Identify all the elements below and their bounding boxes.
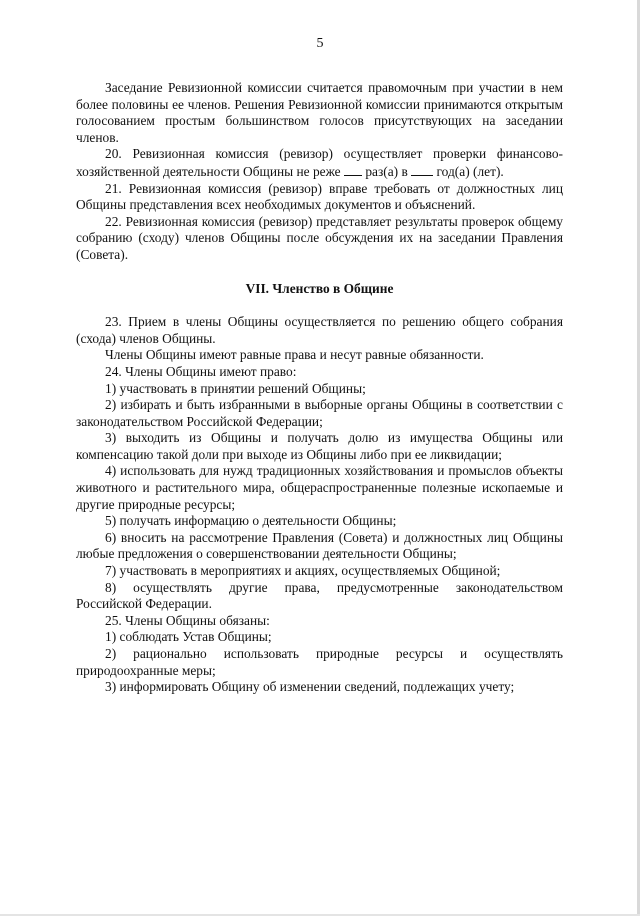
paragraph-22: 22. Ревизионная комиссия (ревизор) представляет результаты проверок общему собранию (сходу) членов Общины после обсуждения их на заседании Правления (Совета). [76, 213, 563, 262]
paragraph-21: 21. Ревизионная комиссия (ревизор) вправе требовать от должностных лиц Общины представления всех необходимых документов и объяснений. [76, 180, 563, 213]
paragraph-revision-quorum: Заседание Ревизионной комиссии считается правомочным при участии в нем более половины ее членов. Решения Ревизионной комиссии принимаются открытым голосованием простым большинством голосов присутствующих на заседании членов. [76, 80, 563, 145]
list-item-right-7: 7) участвовать в мероприятиях и акциях, осуществляемых Общиной; [105, 563, 501, 579]
list-item-right-3: 3) выходить из Общины и получать долю из имущества Общины или компенсацию такой доли при выходе из Общины либо при ее ликвидации; [76, 430, 563, 462]
paragraph-20-text-part2: раз(а) в [365, 163, 408, 179]
paragraph-20-text-part1: 20. Ревизионная комиссия (ревизор) осуществляет проверки финансово-хозяйственной деятельности Общины не реже [76, 146, 563, 179]
paragraph-20 [76, 146, 563, 180]
paragraph-24: 24. Члены Общины имеют право: [105, 363, 297, 379]
list-item-duty-1: 1) соблюдать Устав Общины; [105, 629, 272, 645]
list-item-duty-3: 3) информировать Общину об изменении сведений, подлежащих учету; [105, 679, 515, 695]
paragraph-20-text-part3: год(а) (лет). [436, 163, 504, 179]
blank-field-times [344, 163, 362, 176]
page-number: 5 [316, 36, 324, 51]
section-heading: VII. Членство в Общине [245, 280, 394, 296]
paragraph-25: 25. Члены Общины обязаны: [105, 612, 270, 628]
list-item-right-5: 5) получать информацию о деятельности Общины; [105, 513, 397, 529]
list-item-duty-2: 2) рационально использовать природные ресурсы и осуществлять природоохранные меры; [76, 646, 563, 678]
document-body [76, 80, 563, 696]
list-item-right-1: 1) участвовать в принятии решений Общины; [105, 380, 366, 396]
paragraph-23: 23. Прием в члены Общины осуществляется по решению общего собрания (схода) членов Общины. [76, 314, 563, 346]
list-item-right-8: 8) осуществлять другие права, предусмотренные законодательством Российской Федерации. [76, 579, 563, 612]
list-item-right-4: 4) использовать для нужд традиционных хозяйствования и промыслов объекты животного и растительного мира, общераспространенные полезные ископаемые и другие природные ресурсы; [76, 463, 563, 512]
blank-field-years [411, 163, 433, 176]
paragraph-equal-rights: Члены Общины имеют равные права и несут равные обязанности. [105, 347, 484, 363]
list-item-right-6: 6) вносить на рассмотрение Правления (Совета) и должностных лиц Общины любые предложения о совершенствовании деятельности Общины; [76, 529, 563, 562]
list-item-right-2: 2) избирать и быть избранными в выборные органы Общины в соответствии с законодательством Российской Федерации; [76, 397, 563, 429]
